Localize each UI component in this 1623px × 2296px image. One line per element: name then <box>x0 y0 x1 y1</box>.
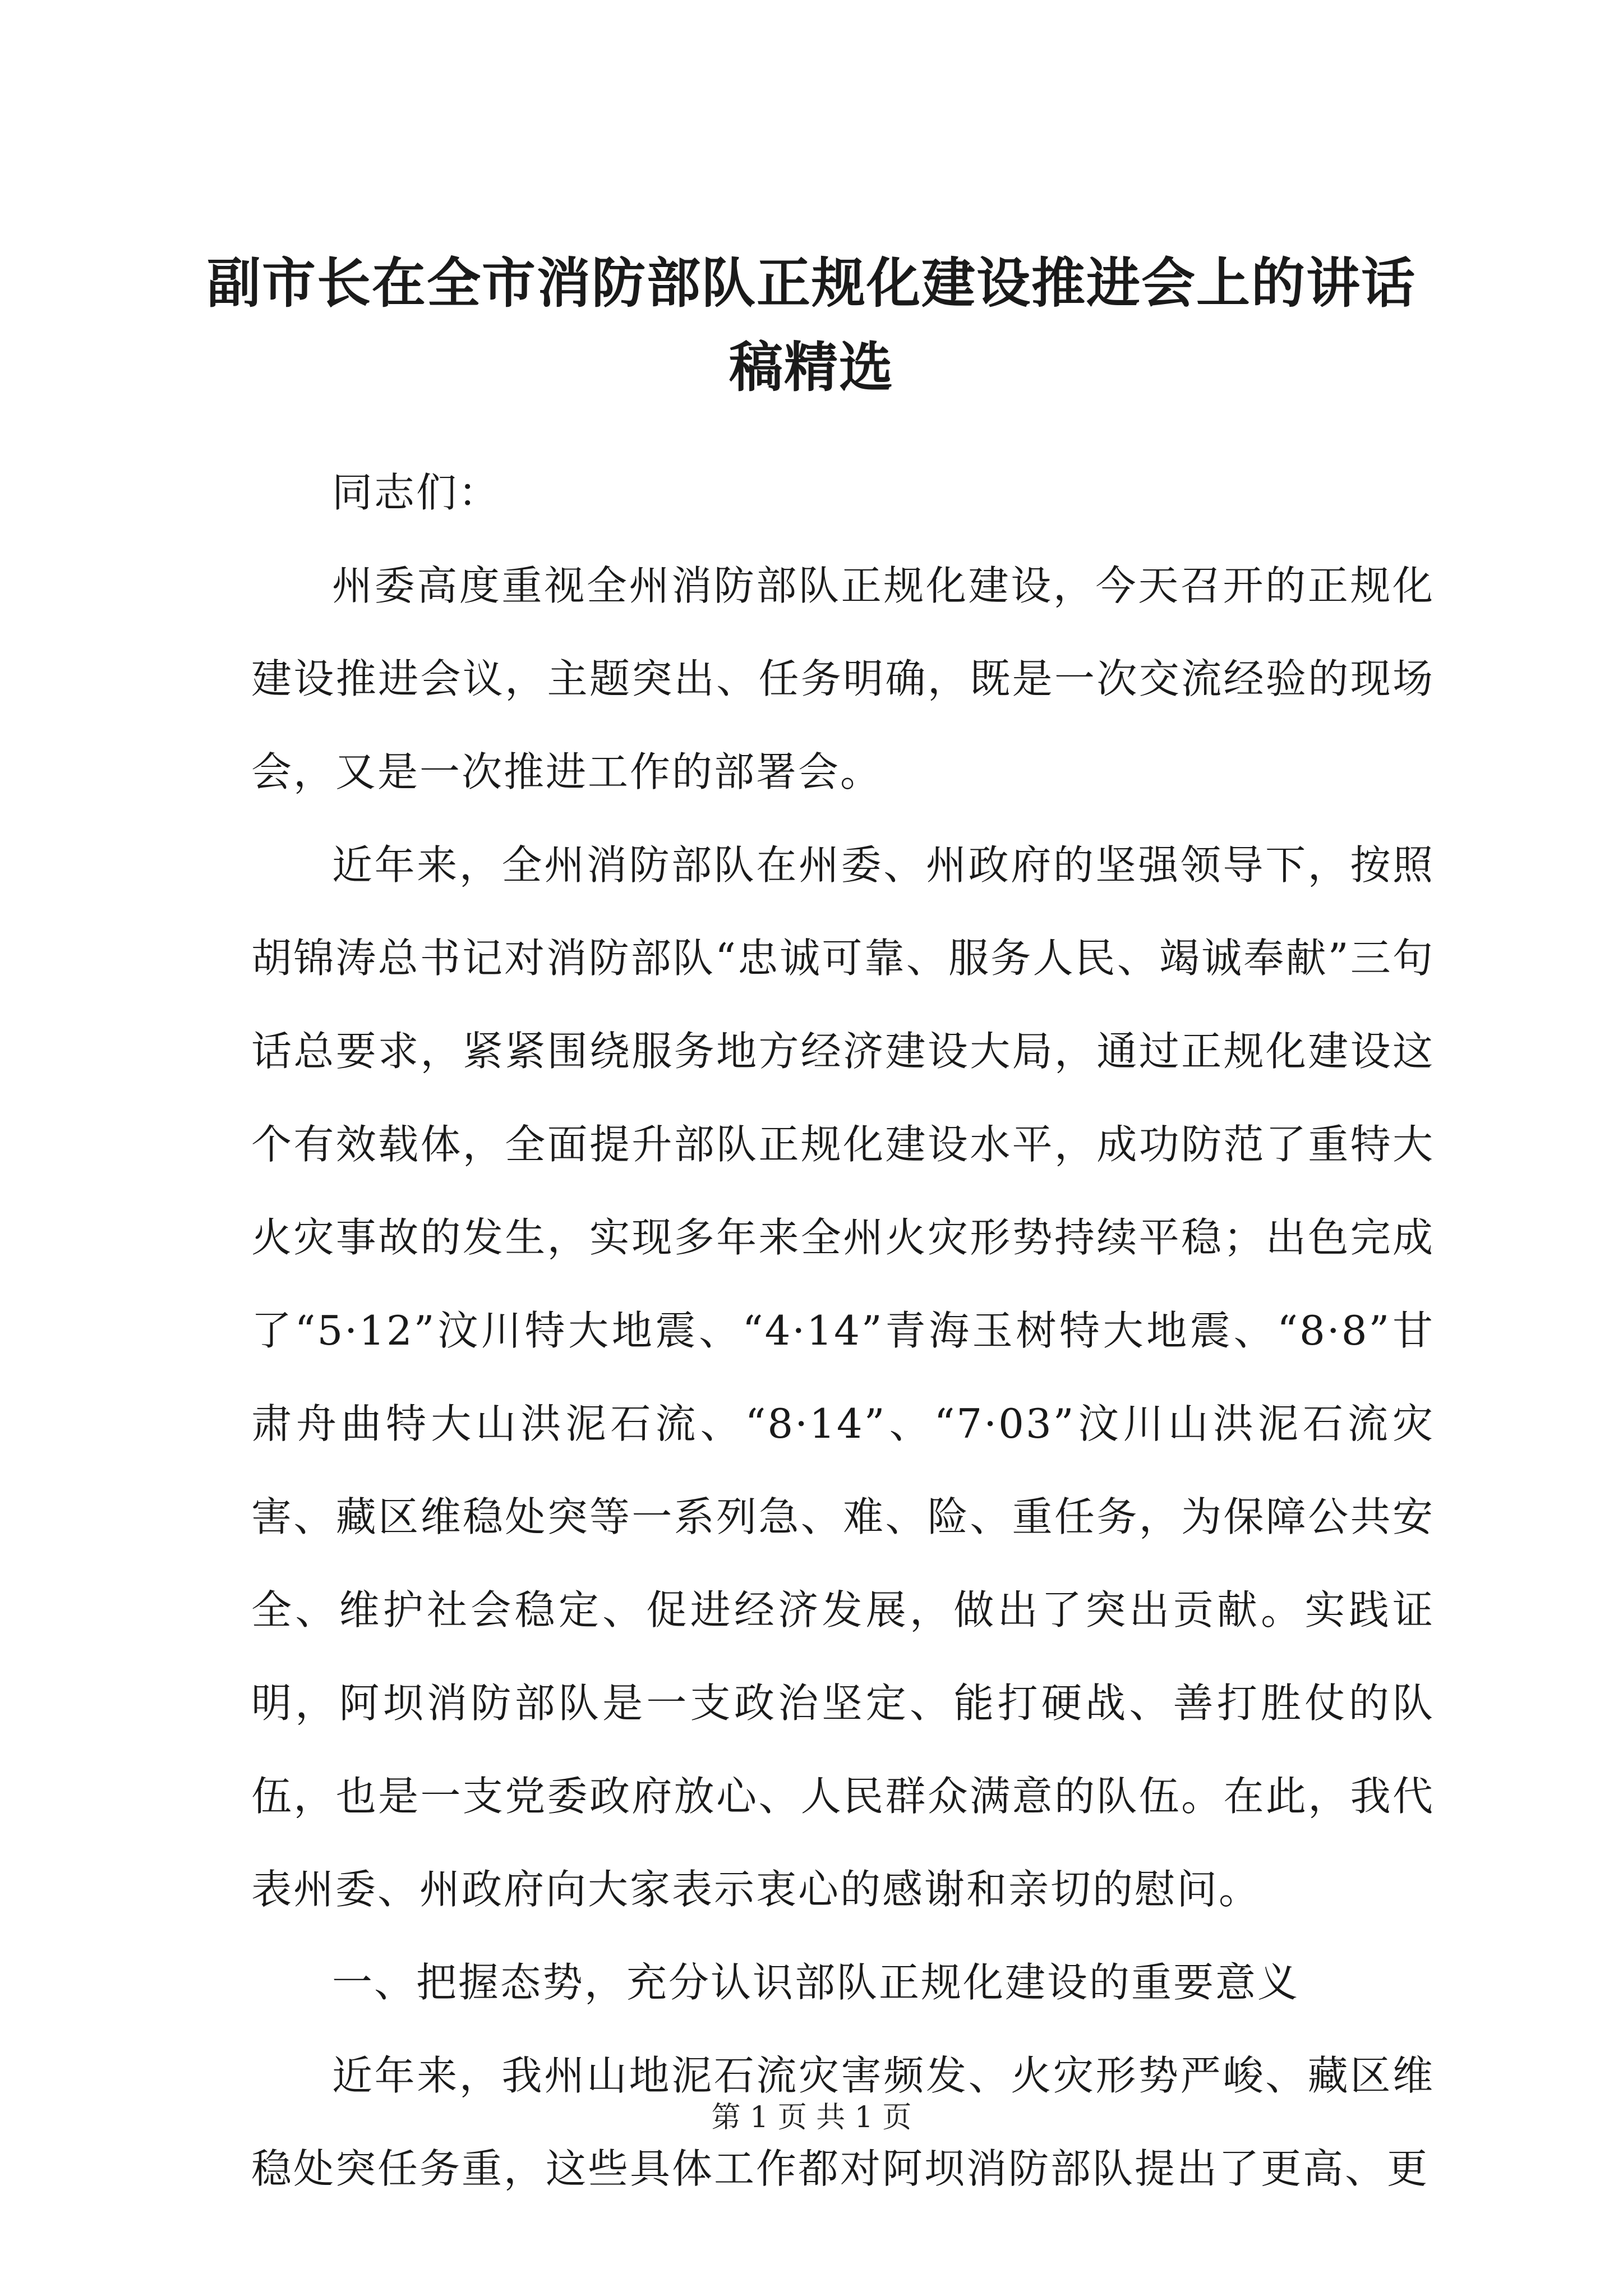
page-footer: 第 1 页 共 1 页 <box>711 2101 912 2134</box>
paragraph-achievements: 近年来，全州消防部队在州委、州政府的坚强领导下，按照胡锦涛总书记对消防部队“忠诚可靠、服务人民、竭诚奉献”三句话总要求，紧紧围绕服务地方经济建设大局，通过正规化建设这个有效载体，全面提升部队正规化建设水平，成功防范了重特大火灾事故的发生，实现多年来全州火灾形势持续平稳；出色完成了“5·12”汶川特大地震、“4·14”青海玉树特大地震、“8·8”甘肃舟曲特大山洪泥石流、“8·14”、“7·03”汶川山洪泥石流灾害、藏区维稳处突等一系列急、难、险、重任务，为保障公共安全、维护社会稳定、促进经济发展，做出了突出贡献。实践证明，阿坝消防部队是一支政治坚定、能打硬战、善打胜仗的队伍，也是一支党委政府放心、人民群众满意的队伍。在此，我代表州委、州政府向大家表示衷心的感谢和亲切的慰问。 <box>251 841 1435 1913</box>
document-body <box>251 446 1435 2215</box>
paragraph-section-one: 近年来，我州山地泥石流灾害频发、火灾形势严峻、藏区维稳处突任务重，这些具体工作都对阿坝消防部队提出了更高、更 <box>251 2052 1435 2192</box>
section-heading: 一、把握态势，充分认识部队正规化建设的重要意义 <box>332 1959 1300 2006</box>
paragraph-intro: 州委高度重视全州消防部队正规化建设，今天召开的正规化建设推进会议，主题突出、任务明确，既是一次交流经验的现场会，又是一次推进工作的部署会。 <box>251 562 1435 795</box>
salutation: 同志们： <box>332 469 501 516</box>
document-title: 副市长在全市消防部队正规化建设推进会上的讲话稿精选 <box>207 251 1416 399</box>
